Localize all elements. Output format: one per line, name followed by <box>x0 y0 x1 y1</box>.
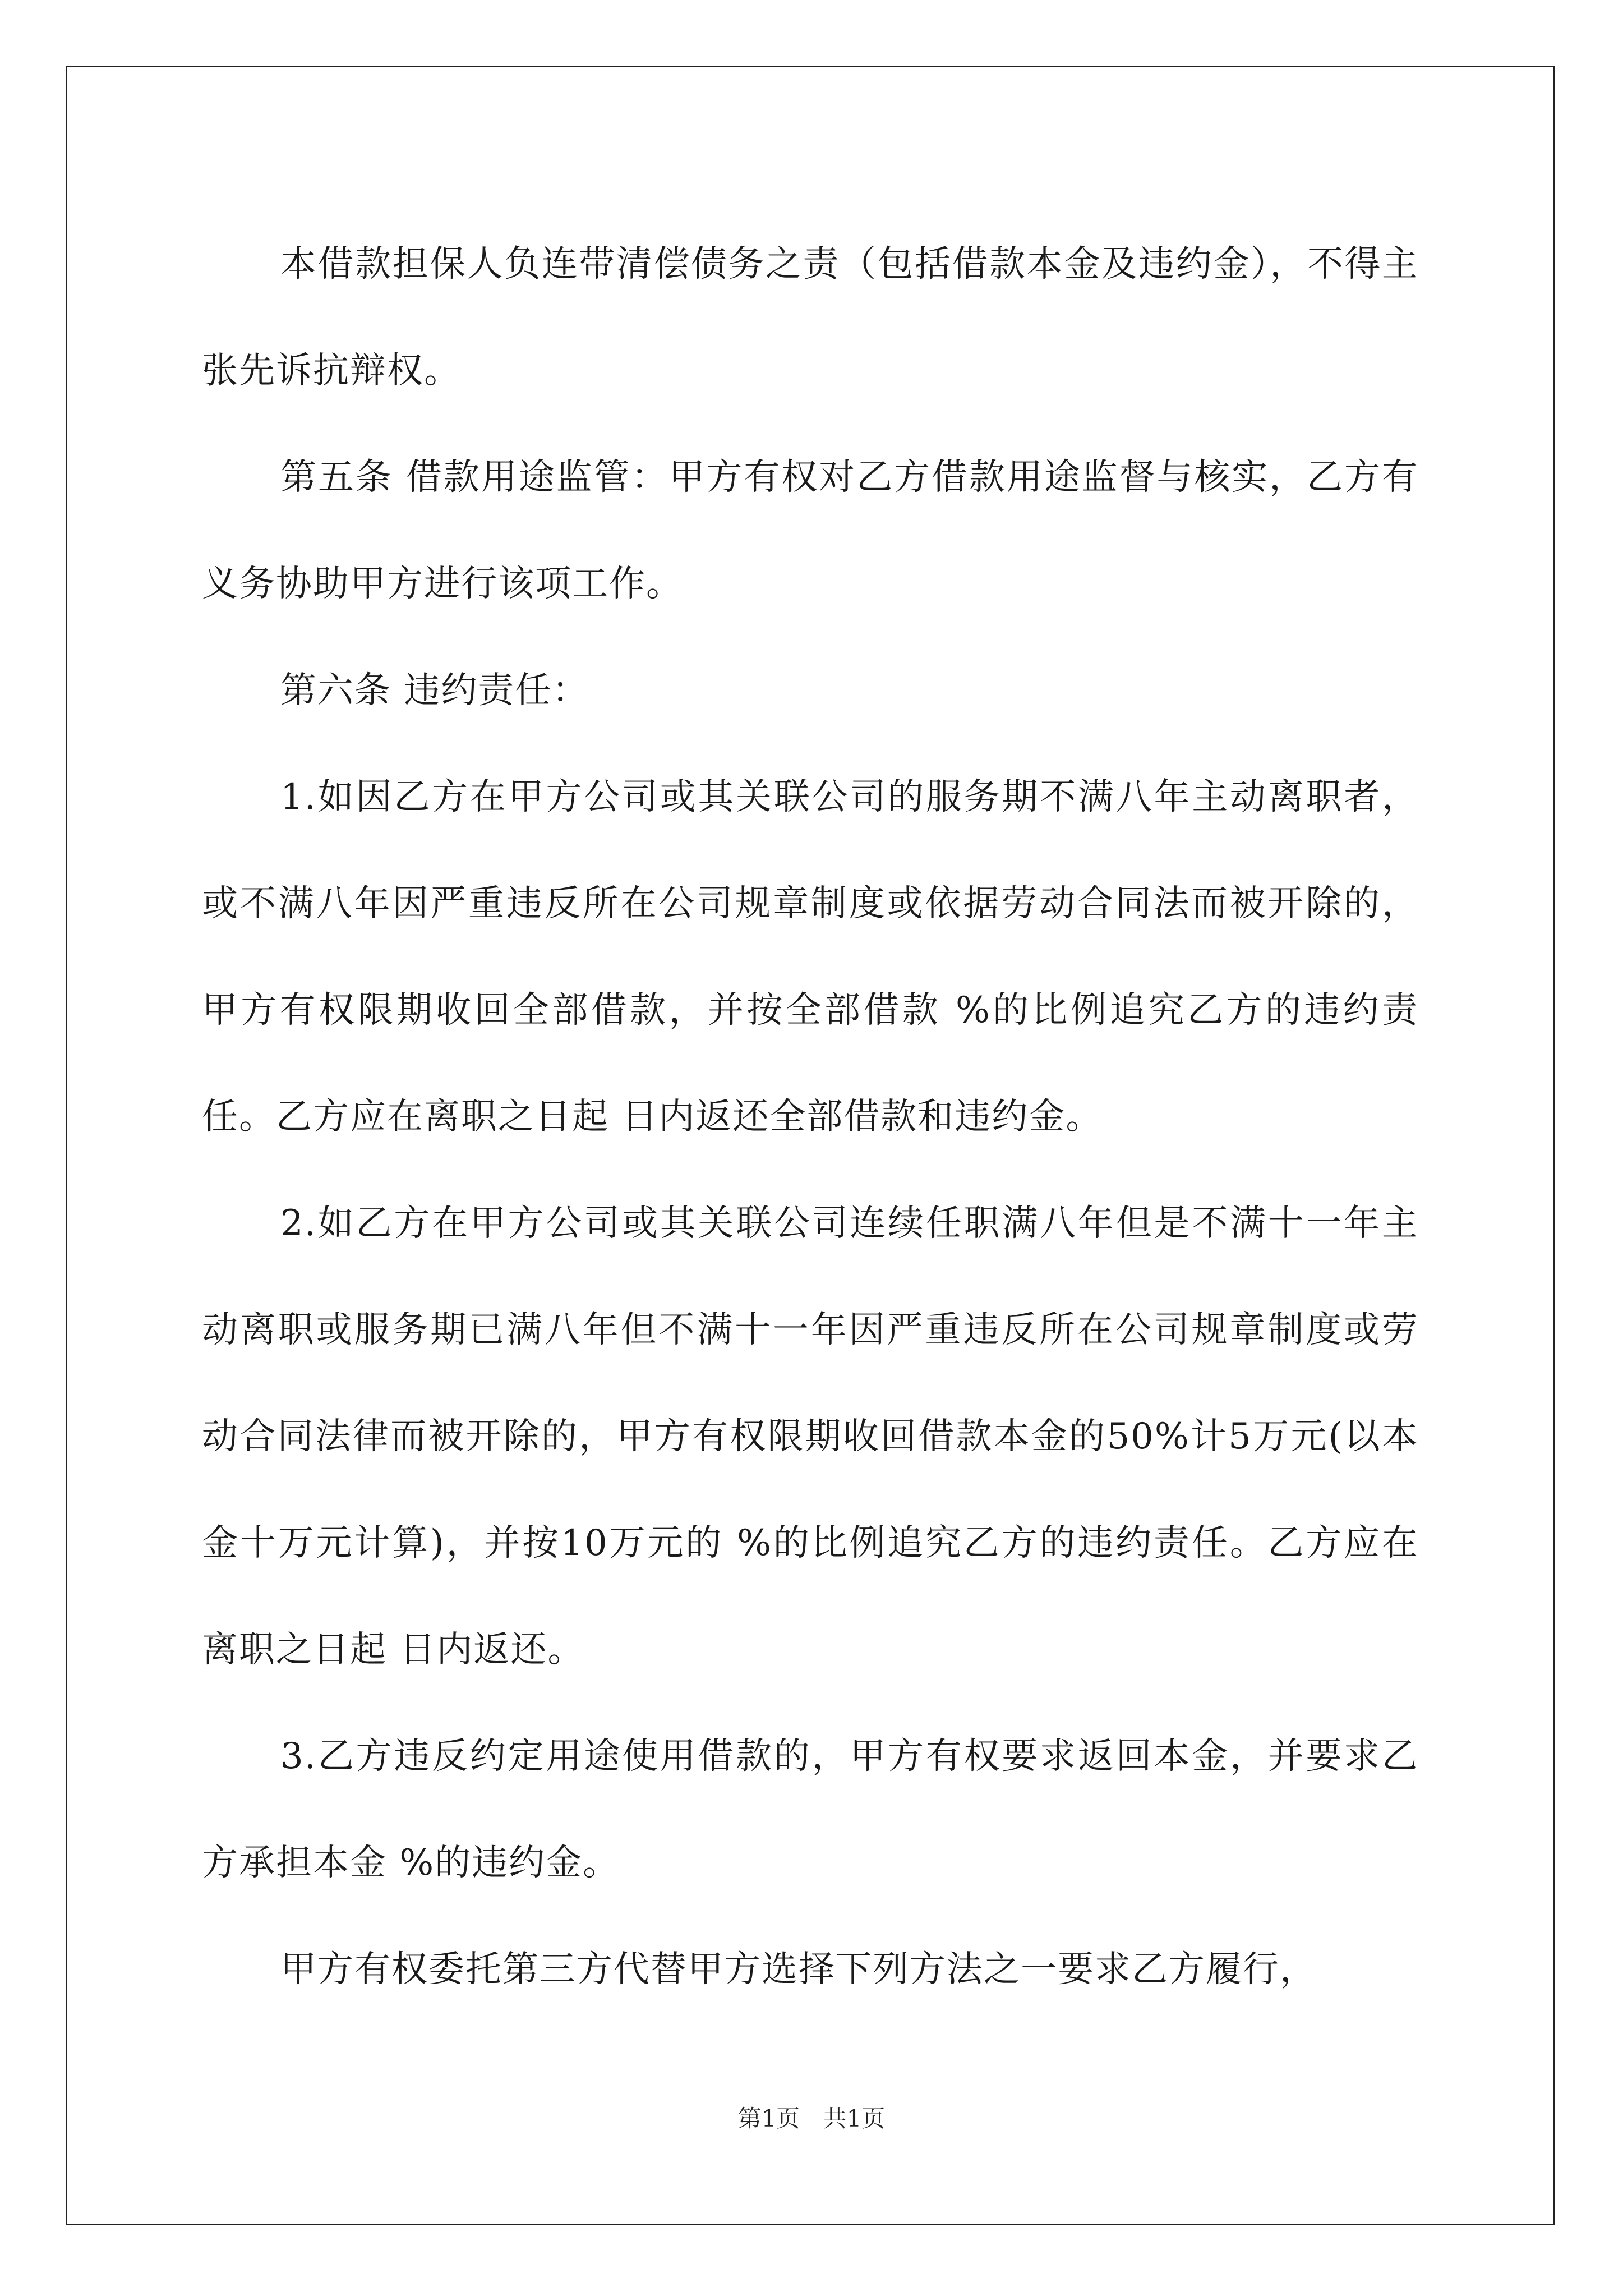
document-body <box>202 211 1419 2023</box>
paragraph-clause-3: 3.乙方违反约定用途使用借款的，甲方有权要求返回本金，并要求乙方承担本金 %的违约金。 <box>202 1736 1419 1884</box>
page-footer <box>0 2100 1623 2134</box>
paragraph-clause-2: 2.如乙方在甲方公司或其关联公司连续任职满八年但是不满十一年主动离职或服务期已满八年但不满十一年因严重违反所在公司规章制度或劳动合同法律而被开除的，甲方有权限期收回借款本金的50%计5万元(以本金十万元计算)，并按10万元的 %的比例追究乙方的违约责任。乙方应在离职之日起 日内返还。 <box>202 1203 1419 1671</box>
paragraph-guarantor: 本借款担保人负连带清偿债务之责（包括借款本金及违约金），不得主张先诉抗辩权。 <box>202 243 1419 392</box>
paragraph-article-5: 第五条 借款用途监管：甲方有权对乙方借款用途监督与核实，乙方有义务协助甲方进行该项工作。 <box>202 457 1419 605</box>
paragraph-article-6-heading: 第六条 违约责任： <box>280 670 589 711</box>
page-number-current: 第1页 <box>737 2105 800 2132</box>
paragraph-third-party: 甲方有权委托第三方代替甲方选择下列方法之一要求乙方履行， <box>280 1949 1317 1990</box>
paragraph-clause-1: 1.如因乙方在甲方公司或其关联公司的服务期不满八年主动离职者，或不满八年因严重违反所在公司规章制度或依据劳动合同法而被开除的，甲方有权限期收回全部借款，并按全部借款 %的比例追究乙方的违约责任。乙方应在离职之日起 日内返还全部借款和违约金。 <box>202 776 1419 1138</box>
page-number-total: 共1页 <box>823 2105 886 2132</box>
